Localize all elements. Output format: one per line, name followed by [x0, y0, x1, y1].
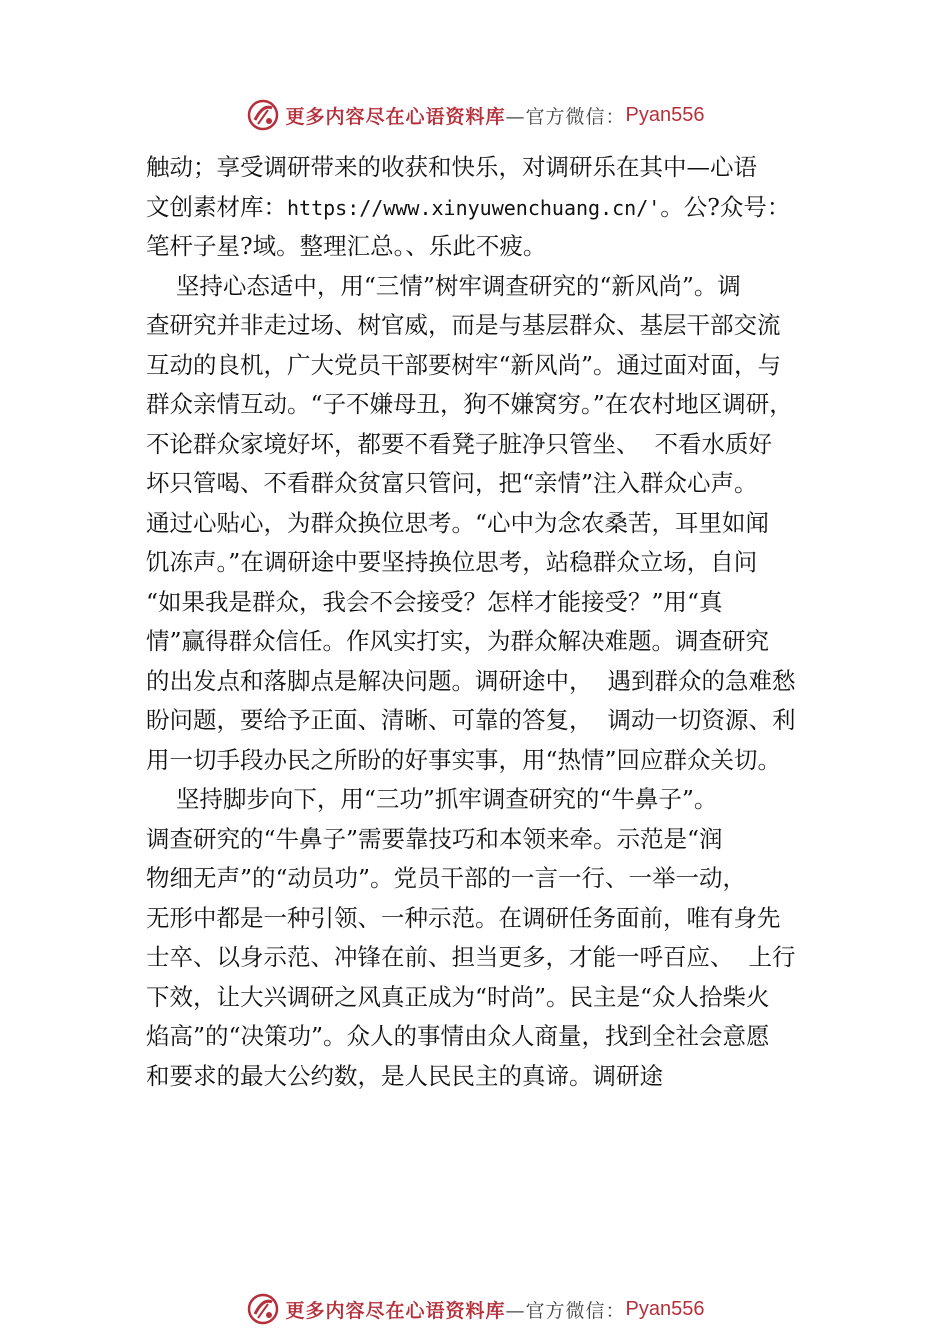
header-handle-text: Pyan556 [625, 103, 705, 126]
body-line: 饥冻声。”在调研途中要坚持换位思考，站稳群众立场，自问 [146, 548, 758, 576]
body-line: 士卒、以身示范、冲锋在前、担当更多，才能一呼百应、 上行 [146, 943, 796, 971]
website-url: https://www.xinyuwenchuang.cn/' [287, 195, 661, 220]
body-line-part: 。公?众号： [660, 192, 791, 221]
body-line: 情”赢得群众信任。作风实打实，为群众解决难题。调查研究 [146, 627, 770, 655]
body-line: 坚持脚步向下，用“三功”抓牢调查研究的“牛鼻子”。 [146, 785, 718, 813]
body-line: 笔杆子星?域。整理汇总。、乐此不疲。 [146, 232, 547, 260]
body-line: 的出发点和落脚点是解决问题。调研途中， 遇到群众的急难愁 [146, 666, 796, 695]
body-line: 无形中都是一种引领、一种示范。在调研任务面前，唯有身先 [146, 903, 781, 932]
body-line: 互动的良机，广大党员干部要树牢“新风尚”。通过面对面，与 [146, 350, 782, 379]
body-line: 坚持心态适中，用“三情”树牢调查研究的“新风尚”。调 [146, 271, 741, 300]
body-line: 通过心贴心，为群众换位思考。“心中为念农桑苦，耳里如闻 [146, 508, 770, 537]
body-line: 用一切手段办民之所盼的好事实事，用“热情”回应群众关切。 [146, 745, 782, 774]
header-official-text: —官方微信： [505, 105, 626, 128]
body-line: 查研究并非走过场、树官威，而是与基层群众、基层干部交流 [146, 311, 781, 339]
body-line: 不论群众家境好坏，都要不看凳子脏净只管坐、 不看水质好 [146, 429, 772, 458]
brand-logo-icon [246, 1292, 280, 1326]
header-banner [0, 95, 950, 135]
body-line: 触动；享受调研带来的收获和快乐，对调研乐在其中—心语 [146, 153, 757, 181]
body-line: “如果我是群众，我会不会接受？怎样才能接受？”用“真 [146, 587, 723, 616]
body-line: 调查研究的“牛鼻子”需要靠技巧和本领来牵。示范是“润 [146, 824, 723, 853]
document-body [146, 148, 826, 1096]
body-line: 坏只管喝、不看群众贫富只管问，把“亲情”注入群众心声。 [146, 469, 758, 497]
brand-logo-icon [246, 98, 280, 132]
footer-banner [0, 1289, 950, 1329]
body-line: 焰高”的“决策功”。众人的事情由众人商量，找到全社会意愿 [146, 1022, 770, 1050]
footer-handle-text: Pyan556 [625, 1297, 705, 1320]
body-line: 物细无声”的“动员功”。党员干部的一言一行、一举一动， [146, 864, 747, 892]
body-line-part: 文创素材库： [146, 192, 287, 221]
footer-official-text: —官方微信： [505, 1299, 626, 1322]
header-brand-text: 更多内容尽在心语资料库 [285, 105, 506, 128]
footer-brand-text: 更多内容尽在心语资料库 [285, 1299, 506, 1322]
body-line: 盼问题，要给予正面、清晰、可靠的答复， 调动一切资源、利 [146, 706, 796, 734]
body-line: 群众亲情互动。“子不嫌母丑，狗不嫌窝穷。”在农村地区调研， [146, 390, 793, 418]
body-line: 和要求的最大公约数，是人民民主的真谛。调研途 [146, 1061, 663, 1090]
body-line [146, 188, 826, 228]
body-line: 下效，让大兴调研之风真正成为“时尚”。民主是“众人拾柴火 [146, 982, 770, 1011]
